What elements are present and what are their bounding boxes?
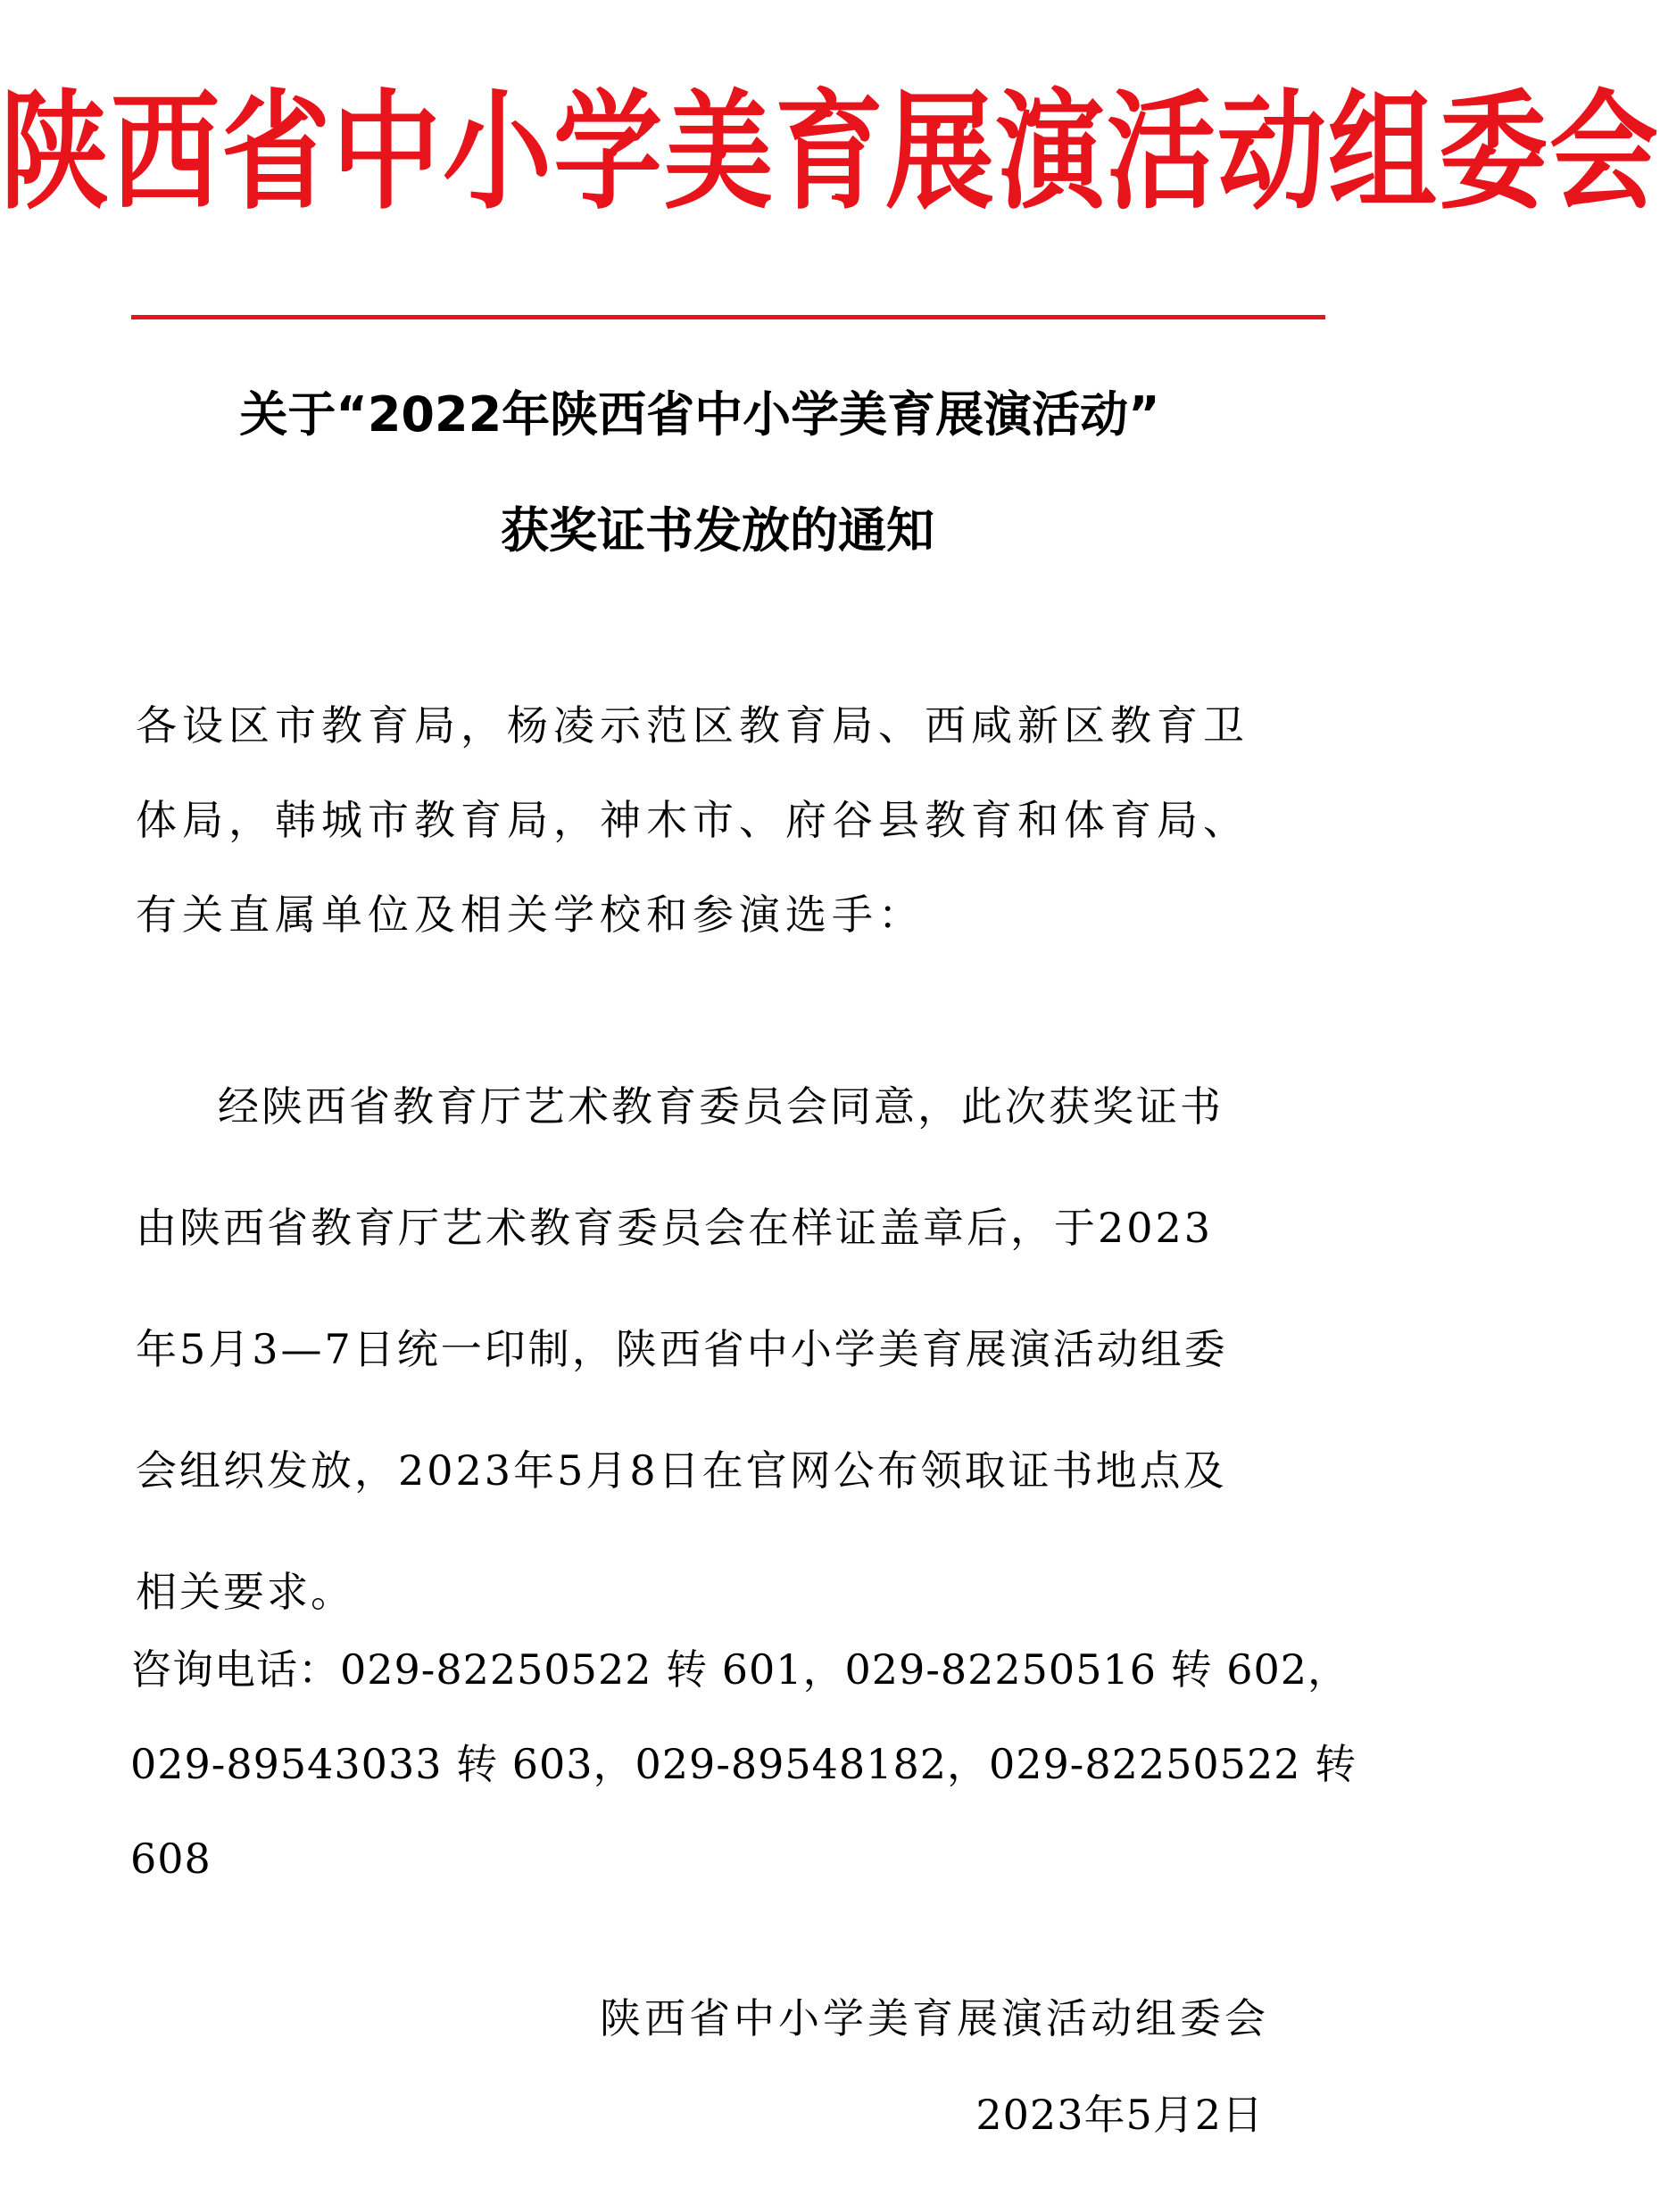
body-line: 经陕西省教育厅艺术教育委员会同意，此次获奖证书 [218,1082,1224,1131]
document-title-line-2: 获奖证书发放的通知 [501,502,934,559]
body-line: 相关要求。 [136,1568,354,1616]
body-line: 年5月3—7日统一印制，陕西省中小学美育展演活动组委 [136,1325,1228,1373]
salutation-line: 体局，韩城市教育局，神木市、府谷县教育和体育局、 [136,796,1249,844]
signature-organization: 陕西省中小学美育展演活动组委会 [600,1994,1269,2042]
contact-line: 608 [130,1835,212,1883]
salutation-line: 有关直属单位及相关学校和参演选手： [136,891,925,939]
masthead-title: 陕西省中小学美育展演活动组委会 [0,75,1660,228]
signature-date: 2023年5月2日 [975,2091,1264,2139]
red-divider-line [131,315,1325,319]
body-line: 由陕西省教育厅艺术教育委员会在样证盖章后，于2023 [136,1204,1214,1252]
salutation-line: 各设区市教育局，杨凌示范区教育局、西咸新区教育卫 [136,701,1249,750]
body-line: 会组织发放，2023年5月8日在官网公布领取证书地点及 [136,1446,1227,1495]
salutation [136,678,1296,962]
document-title-line-1: 关于“2022年陕西省中小学美育展演活动” [239,386,1160,443]
contact-line: 029-89543033 转 603，029-89548182，029-82250522 转 [130,1740,1357,1788]
body-paragraph [136,1046,1296,1653]
contact-line: 咨询电话：029-82250522 转 601，029-82250516 转 602， [130,1645,1350,1694]
contact-info [130,1622,1357,1906]
